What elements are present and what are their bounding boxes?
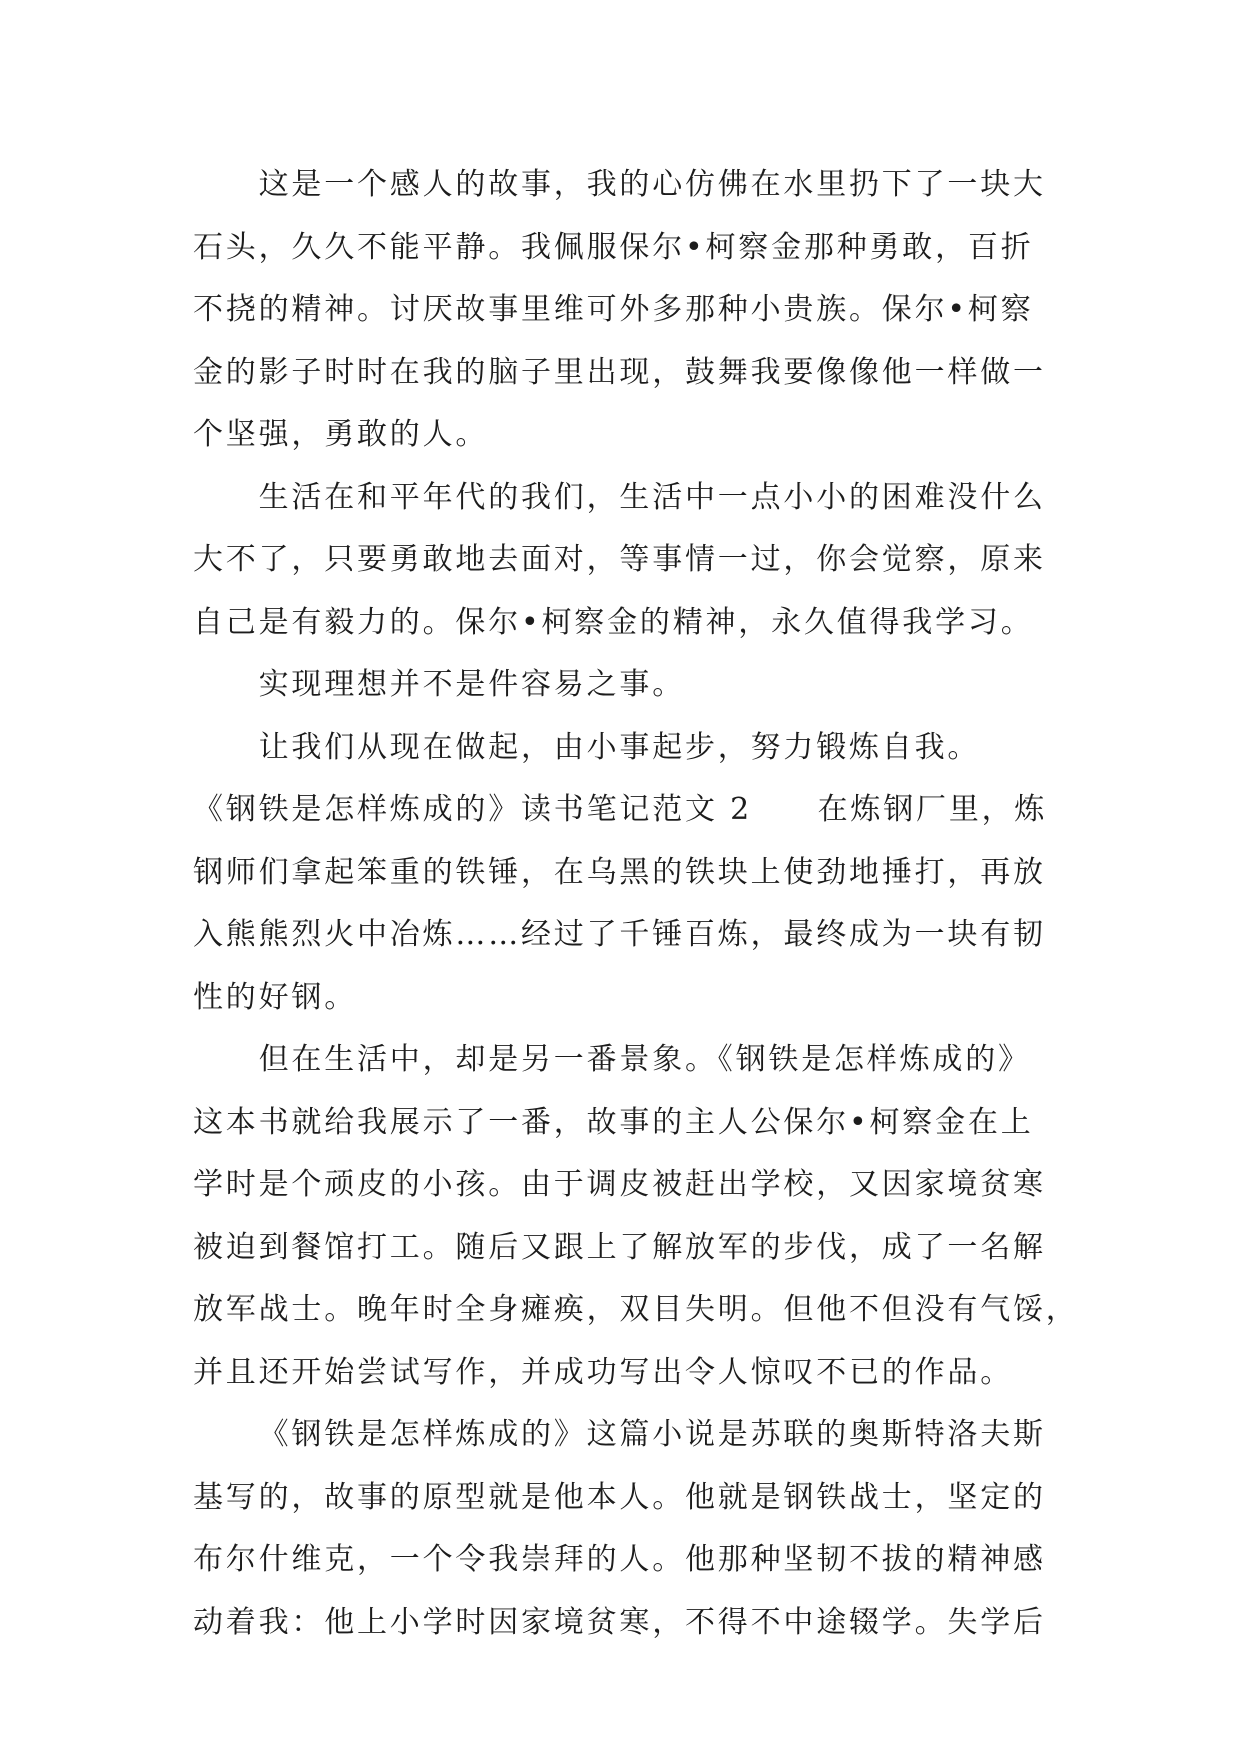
paragraph-4-line-1: 让我们从现在做起，由小事起步，努力锻炼自我。	[258, 729, 981, 765]
paragraph-3-line-1: 实现理想并不是件容易之事。	[258, 667, 685, 702]
paragraph-5-line-3: 入熊熊烈火中冶炼……经过了千锤百炼，最终成为一块有韧	[193, 917, 1046, 952]
paragraph-1	[193, 154, 1113, 467]
paragraph-1-line-4: 金的影子时时在我的脑子里出现，鼓舞我要像像他一样做一	[193, 354, 1046, 390]
paragraph-2-line-3: 自己是有毅力的。保尔•柯察金的精神，永久值得我学习。	[193, 604, 1034, 640]
paragraph-1-line-1: 这是一个感人的故事，我的心仿佛在水里扔下了一块大	[258, 167, 1046, 202]
paragraph-5-line-2: 钢师们拿起笨重的铁锤，在乌黑的铁块上使劲地捶打，再放	[193, 854, 1046, 890]
paragraph-5-line-4: 性的好钢。	[193, 979, 357, 1015]
paragraph-7-line-3: 布尔什维克，一个令我崇拜的人。他那种坚韧不拔的精神感	[193, 1542, 1046, 1577]
paragraph-5	[193, 779, 1113, 1029]
paragraph-6-line-2: 这本书就给我展示了一番，故事的主人公保尔•柯察金在上	[193, 1104, 1034, 1140]
paragraph-3	[193, 654, 1113, 717]
paragraph-6	[193, 1029, 1113, 1404]
paragraph-2-line-1: 生活在和平年代的我们，生活中一点小小的困难没什么	[258, 479, 1046, 515]
paragraph-1-line-5: 个坚强，勇敢的人。	[193, 417, 489, 452]
paragraph-5-line-1: 《钢铁是怎样炼成的》读书笔记范文 2 在炼钢厂里，炼	[193, 792, 1048, 827]
paragraph-7-line-1: 《钢铁是怎样炼成的》这篇小说是苏联的奥斯特洛夫斯	[258, 1417, 1046, 1452]
paragraph-7-line-4: 动着我：他上小学时因家境贫寒，不得不中途辍学。失学后	[193, 1604, 1046, 1640]
paragraph-6-line-3: 学时是个顽皮的小孩。由于调皮被赶出学校，又因家境贫寒	[193, 1167, 1046, 1202]
paragraph-7	[193, 1404, 1113, 1654]
paragraph-7-line-2: 基写的，故事的原型就是他本人。他就是钢铁战士，坚定的	[193, 1479, 1046, 1515]
paragraph-2-line-2: 大不了，只要勇敢地去面对，等事情一过，你会觉察，原来	[193, 542, 1046, 577]
paragraph-6-line-6: 并且还开始尝试写作，并成功写出令人惊叹不已的作品。	[193, 1354, 1013, 1390]
paragraph-4	[193, 717, 1113, 780]
paragraph-2	[193, 467, 1113, 655]
paragraph-6-line-4: 被迫到餐馆打工。随后又跟上了解放军的步伐，成了一名解	[193, 1229, 1046, 1265]
paragraph-6-line-5: 放军战士。晚年时全身瘫痪，双目失明。但他不但没有气馁，	[193, 1292, 1079, 1327]
document-body	[193, 154, 1113, 1654]
paragraph-1-line-2: 石头，久久不能平静。我佩服保尔•柯察金那种勇敢，百折	[193, 229, 1034, 265]
paragraph-1-line-3: 不挠的精神。讨厌故事里维可外多那种小贵族。保尔•柯察	[193, 292, 1034, 327]
paragraph-6-line-1: 但在生活中，却是另一番景象。《钢铁是怎样炼成的》	[258, 1042, 1031, 1077]
